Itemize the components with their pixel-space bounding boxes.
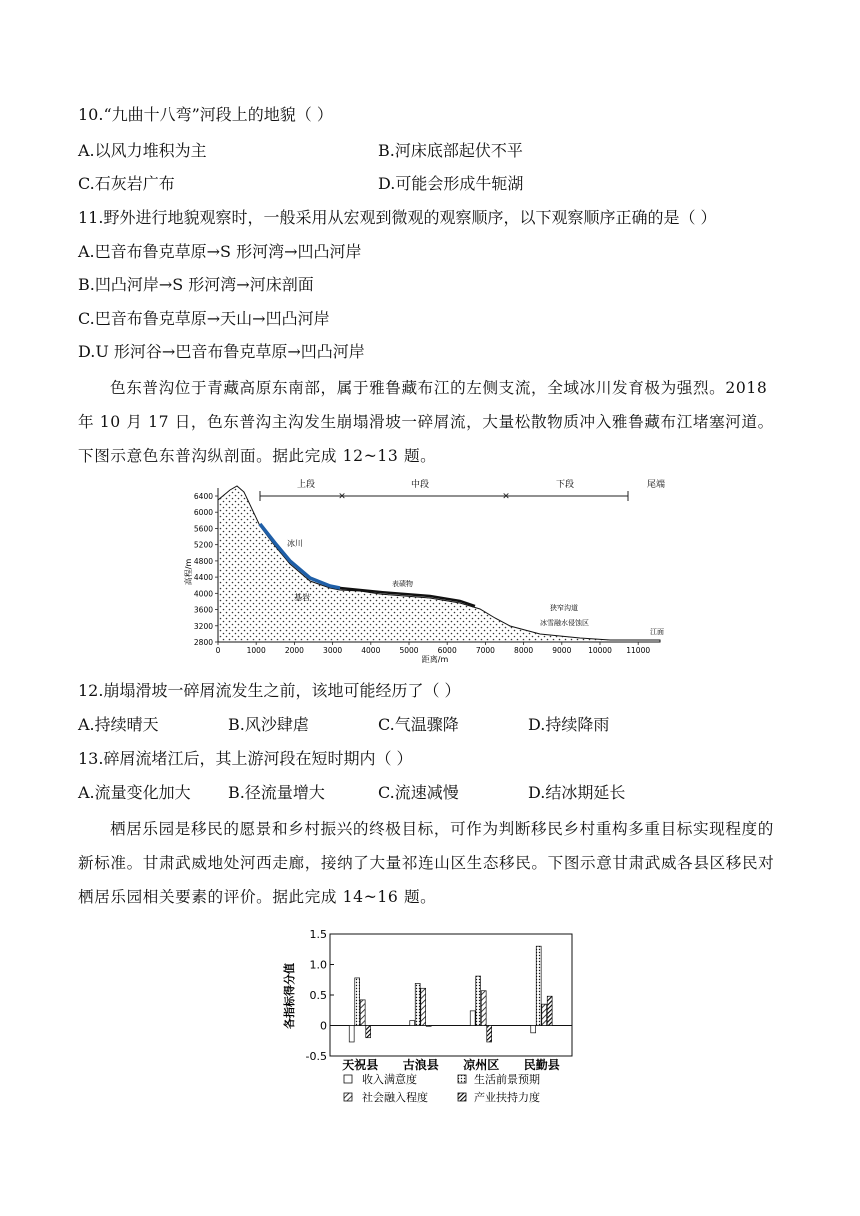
label-bedrock: 基岩 <box>294 593 310 602</box>
q10-option-b: B.河床底部起伏不平 <box>378 141 523 160</box>
q13-option-c: C.流速减慢 <box>378 783 459 802</box>
legend-swatch-industry <box>458 1093 466 1101</box>
profile-ytick-label: 4000 <box>193 589 213 599</box>
sedongpu-profile-figure <box>180 476 680 666</box>
bar-category-label: 古浪县 <box>402 1058 439 1072</box>
q13-stem: 13.碎屑流堵江后，其上游河段在短时期内（ ） <box>78 749 413 768</box>
q12-option-c: C.气温骤降 <box>378 715 459 734</box>
profile-xlabel: 距离/m <box>421 655 449 664</box>
profile-xtick-label: 6000 <box>437 646 457 655</box>
profile-xtick-label: 2000 <box>284 646 304 655</box>
bar-mark <box>547 996 552 1025</box>
label-gully: 狭窄沟道 <box>550 604 578 612</box>
legend-industry: 产业扶持力度 <box>474 1091 540 1104</box>
passage-sedongpu-text: 色东普沟位于青藏高原东南部，属于雅鲁藏布江的左侧支流，全域冰川发育极为强烈。2018 年 10 月 17 日，色东普沟主沟发生崩塌滑坡一碎屑流，大量松散物质冲入雅鲁藏布江堵塞河道。下图示意色东普沟纵剖面。据此完成 12~13 题。 <box>78 379 774 465</box>
profile-ytick-label: 4800 <box>193 556 213 566</box>
bar-mark <box>421 988 426 1025</box>
passage-sedongpu <box>78 371 778 473</box>
q13-option-b: B.径流量增大 <box>228 783 325 802</box>
bar-mark <box>349 1026 354 1042</box>
q11-option-d: D.U 形河谷→巴音布鲁克草原→凹凸河岸 <box>78 342 365 361</box>
q13-option-d: D.结冰期延长 <box>528 783 626 802</box>
profile-xtick-label: 0 <box>215 646 221 655</box>
svg-text:✕: ✕ <box>338 492 346 502</box>
bar-ytick-label: -0.5 <box>305 1050 327 1063</box>
segment-upper: 上段 <box>296 480 316 490</box>
bar-mark <box>360 1000 365 1026</box>
bar-category-label: 凉州区 <box>463 1058 500 1072</box>
bar-mark <box>487 1026 492 1042</box>
migrant-evaluation-bar-chart <box>280 924 580 1114</box>
bar-category-label: 天祝县 <box>342 1058 379 1072</box>
bar-category-label: 民勤县 <box>523 1058 560 1072</box>
profile-ytick-label: 2800 <box>193 638 213 647</box>
q13-option-a: A.流量变化加大 <box>78 783 191 802</box>
bar-mark <box>536 946 541 1025</box>
profile-ytick-label: 6400 <box>193 492 213 501</box>
label-river: 江面 <box>650 628 664 636</box>
profile-xtick-label: 11000 <box>626 646 651 655</box>
label-deposit: 表碛物 <box>392 580 413 588</box>
profile-ytick-label: 5600 <box>193 524 213 534</box>
segment-middle: 中段 <box>410 480 430 490</box>
profile-ytick-label: 5200 <box>193 540 213 550</box>
profile-xtick-label: 10000 <box>588 646 612 655</box>
profile-xtick-label: 9000 <box>552 646 572 655</box>
bar-mark <box>355 978 360 1026</box>
q10-option-c: C.石灰岩广布 <box>78 174 175 193</box>
legend-prospect: 生活前景预期 <box>474 1073 540 1086</box>
q11-stem: 11.野外进行地貌观察时，一般采用从宏观到微观的观察顺序，以下观察顺序正确的是（ ） <box>78 208 717 227</box>
bar-ytick-label: 0.5 <box>309 989 327 1002</box>
legend-income: 收入满意度 <box>362 1073 417 1086</box>
profile-xtick-label: 7000 <box>475 646 495 655</box>
bar-mark <box>366 1026 371 1038</box>
q12-option-d: D.持续降雨 <box>528 715 610 734</box>
bar-mark <box>426 1026 431 1027</box>
bar-mark <box>531 1026 536 1033</box>
q12-option-a: A.持续晴天 <box>78 715 159 734</box>
bar-mark <box>415 983 420 1025</box>
bar-mark <box>470 1011 475 1026</box>
passage-wuwei <box>78 812 778 914</box>
label-erosion: 冰雪融水侵蚀区 <box>540 619 589 627</box>
bar-ytick-label: 1.0 <box>309 958 327 972</box>
bar-ytick-label: 0 <box>320 1019 327 1033</box>
profile-ytick-label: 3600 <box>193 605 213 615</box>
profile-ylabel: 高程/m <box>184 558 193 586</box>
profile-ytick-label: 6000 <box>193 508 213 518</box>
legend-swatch-prospect <box>458 1075 466 1083</box>
q12-stem: 12.崩塌滑坡一碎屑流发生之前，该地可能经历了（ ） <box>78 681 461 700</box>
bar-mark <box>410 1021 415 1026</box>
legend-swatch-income <box>344 1075 352 1083</box>
q10-option-d: D.可能会形成牛轭湖 <box>378 174 524 193</box>
q10-option-a: A.以风力堆积为主 <box>78 141 207 160</box>
label-glacier: 冰川 <box>287 539 303 548</box>
svg-text:✕: ✕ <box>502 492 510 502</box>
segment-lower: 下段 <box>555 480 575 490</box>
bar-mark <box>542 1004 547 1025</box>
segment-tail: 尾端 <box>646 480 666 490</box>
q11-option-a: A.巴音布鲁克草原→S 形河湾→凹凸河岸 <box>78 242 362 261</box>
profile-ytick-label: 4400 <box>193 573 213 583</box>
profile-xtick-label: 8000 <box>514 646 534 655</box>
legend-social: 社会融入程度 <box>362 1091 428 1104</box>
bedrock-area <box>218 486 660 642</box>
bar-mark <box>481 991 486 1026</box>
passage-wuwei-text: 栖居乐园是移民的愿景和乡村振兴的终极目标，可作为判断移民乡村重构多重目标实现程度的新标准。甘肃武威地处河西走廊，接纳了大量祁连山区生态移民。下图示意甘肃武威各县区移民对栖居乐园相关要素的评价。据此完成 14~16 题。 <box>78 820 775 906</box>
profile-xtick-label: 5000 <box>399 646 419 655</box>
bar-ylabel: 各指标得分值 <box>283 963 296 1029</box>
q10-stem: 10.“九曲十八弯”河段上的地貌（ ） <box>78 105 333 124</box>
profile-ytick-label: 3200 <box>193 621 213 631</box>
profile-xtick-label: 1000 <box>246 646 266 655</box>
bar-mark <box>476 976 481 1025</box>
q11-option-b: B.凹凸河岸→S 形河湾→河床剖面 <box>78 275 314 294</box>
q12-option-b: B.风沙肆虐 <box>228 715 309 734</box>
profile-xtick-label: 4000 <box>361 646 381 655</box>
q11-option-c: C.巴音布鲁克草原→天山→凹凸河岸 <box>78 309 330 328</box>
profile-xtick-label: 3000 <box>323 646 343 655</box>
bar-ytick-label: 1.5 <box>309 928 327 941</box>
legend-swatch-social <box>344 1093 352 1101</box>
